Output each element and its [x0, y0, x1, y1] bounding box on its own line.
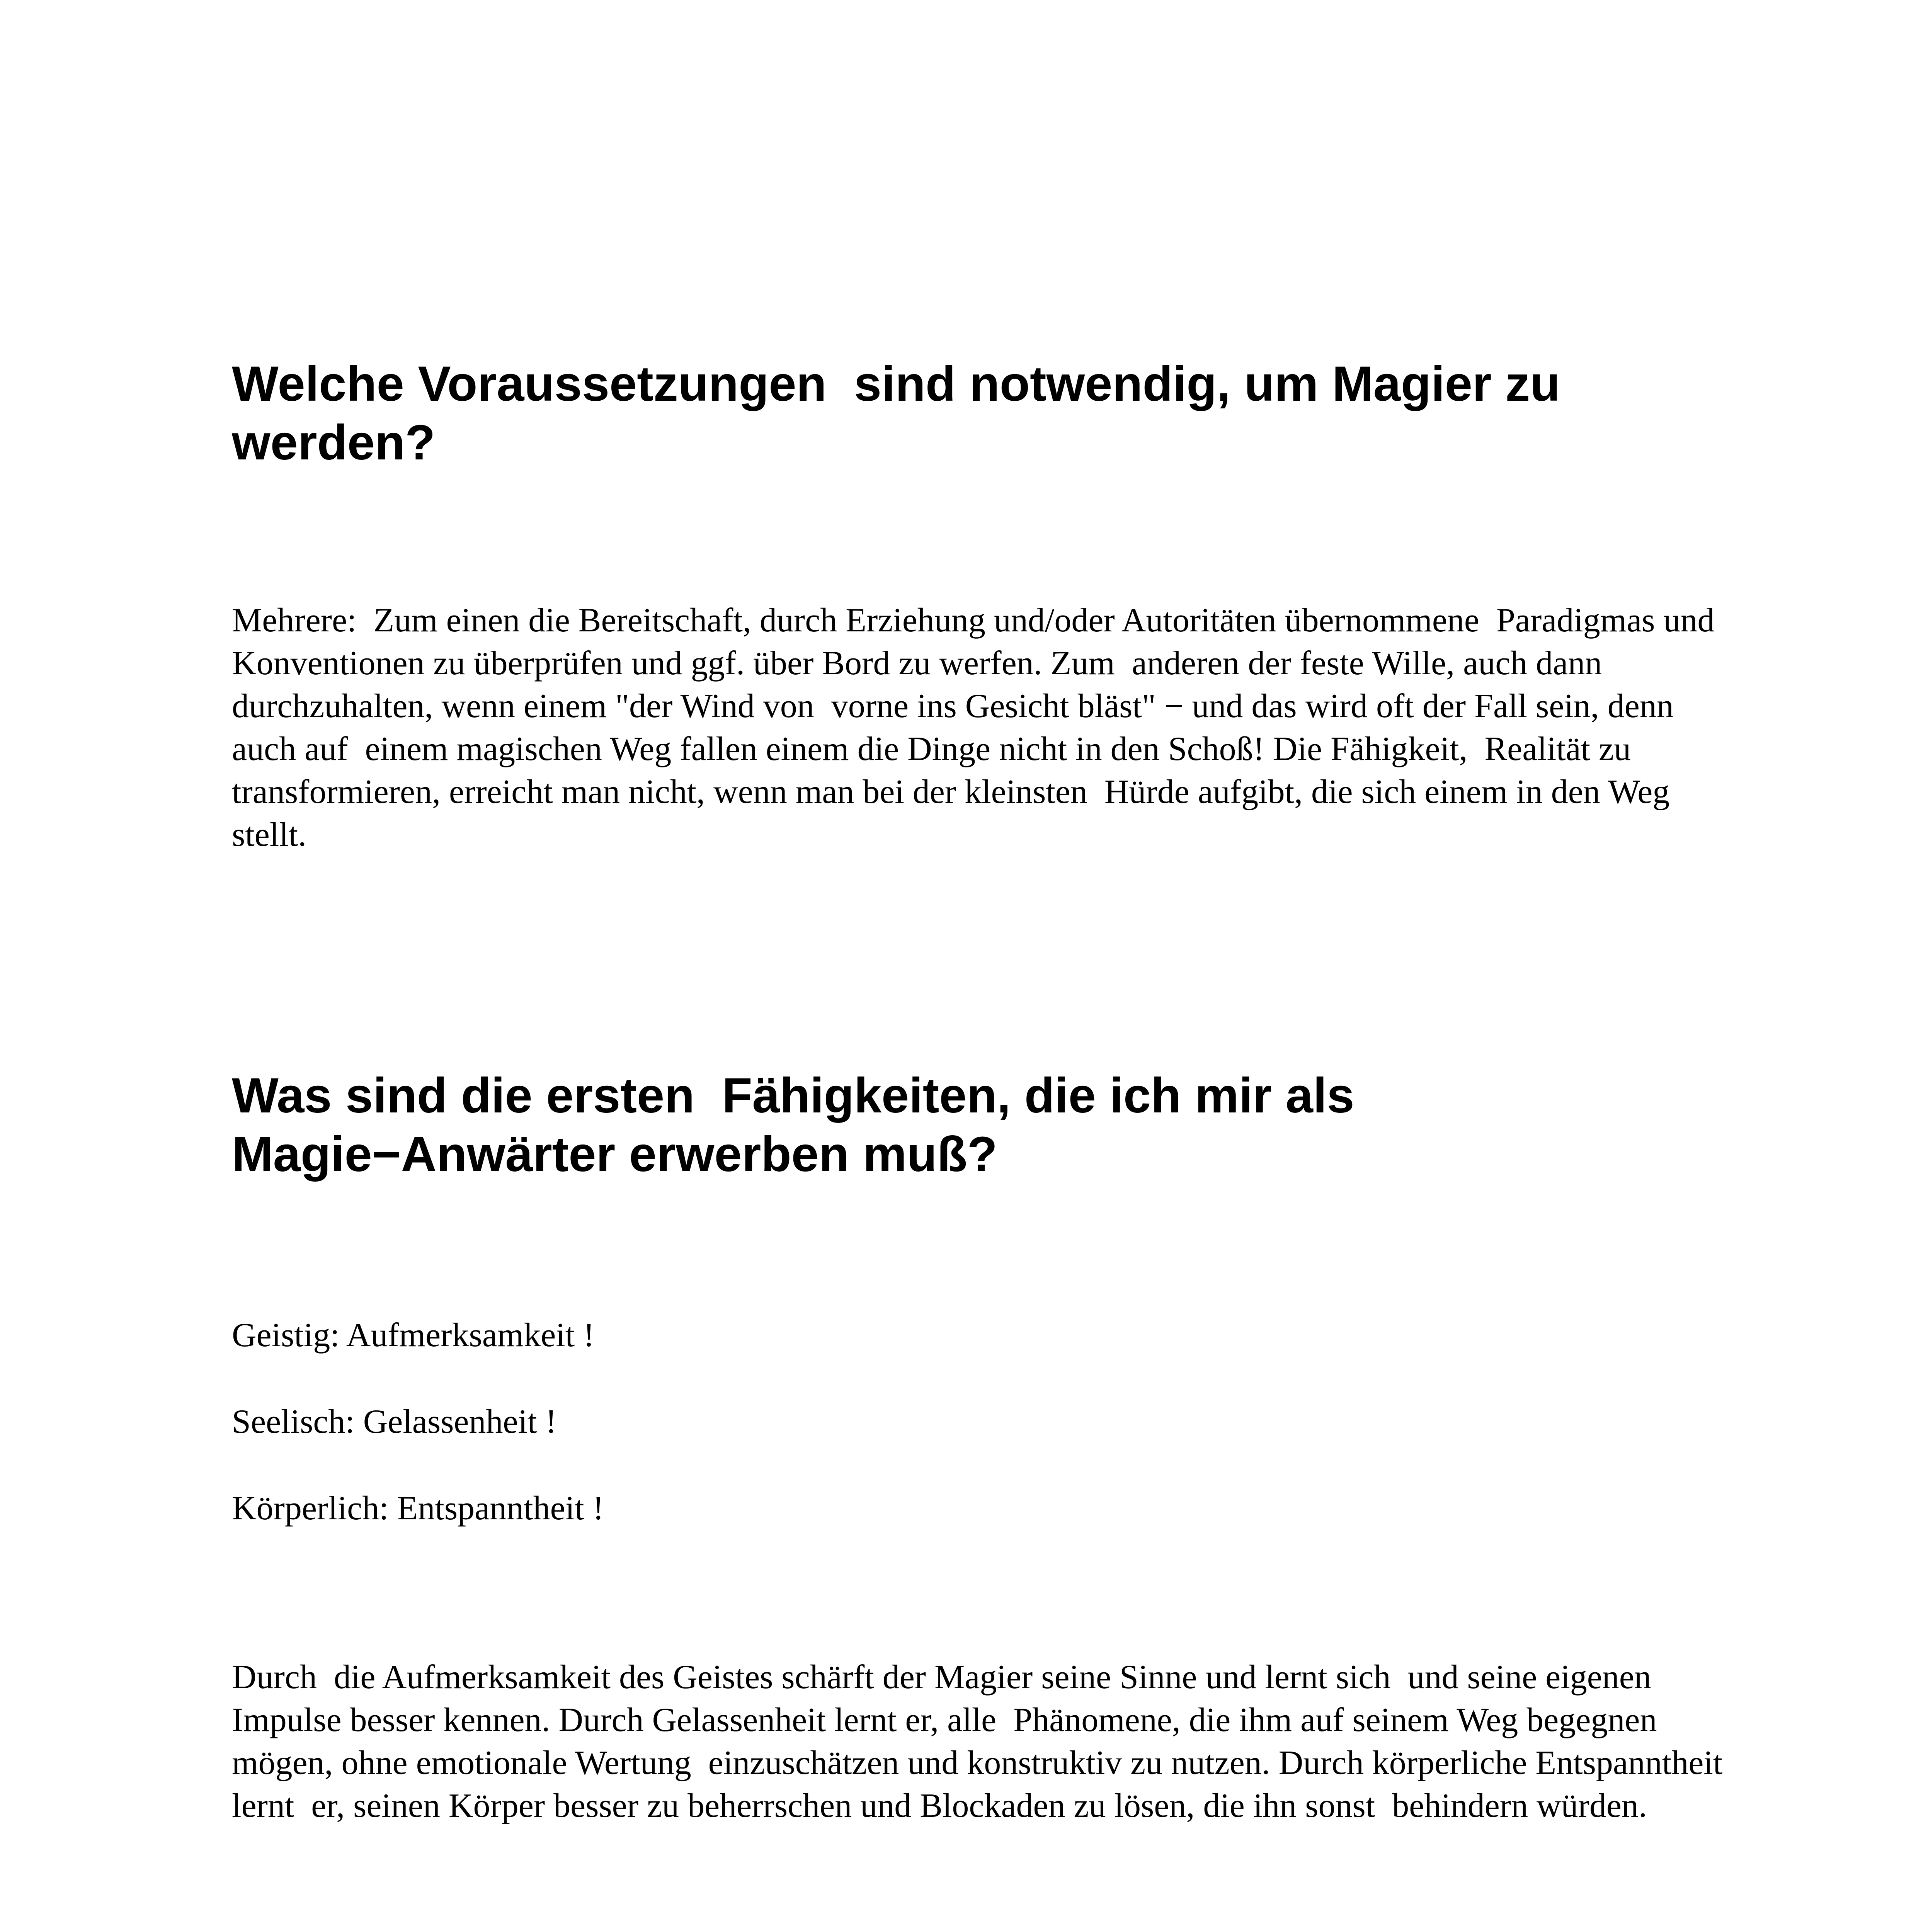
heading-line: Was sind die ersten Fähigkeiten, die ich mir als — [232, 1068, 1354, 1123]
heading-voraussetzungen — [232, 355, 1758, 472]
text-line: transformieren, erreicht man nicht, wenn man bei der kleinsten Hürde aufgibt, die sich einem in den Weg — [232, 773, 1670, 811]
list-item-geistig: Geistig: Aufmerksamkeit ! — [232, 1316, 595, 1354]
list-item-koerperlich: Körperlich: Entspanntheit ! — [232, 1490, 604, 1527]
heading-line: werden? — [232, 415, 436, 470]
heading-faehigkeiten — [232, 1066, 1758, 1184]
text-line: mögen, ohne emotionale Wertung einzuschätzen und konstruktiv zu nutzen. Durch körperliche Entspanntheit — [232, 1744, 1723, 1782]
heading-line: Magie−Anwärter erwerben muß? — [232, 1127, 997, 1182]
text-line: durchzuhalten, wenn einem "der Wind von vorne ins Gesicht bläst" − und das wird oft der Fall sein, denn — [232, 687, 1674, 725]
text-line: auch auf einem magischen Weg fallen einem die Dinge nicht in den Schoß! Die Fähigkeit, Realität zu — [232, 730, 1631, 768]
heading-line: Welche Voraussetzungen sind notwendig, um Magier zu — [232, 356, 1560, 412]
text-line: lernt er, seinen Körper besser zu beherrschen und Blockaden zu lösen, die ihn sonst behindern würden. — [232, 1787, 1647, 1825]
paragraph-aufmerksamkeit — [232, 1656, 1809, 1827]
paragraph-voraussetzungen — [232, 599, 1809, 856]
text-line: Impulse besser kennen. Durch Gelassenheit lernt er, alle Phänomene, die ihm auf seinem Weg begegnen — [232, 1701, 1657, 1739]
text-line: stellt. — [232, 816, 307, 854]
text-line: Mehrere: Zum einen die Bereitschaft, durch Erziehung und/oder Autoritäten übernommene Paradigmas und — [232, 602, 1715, 639]
list-item-seelisch: Seelisch: Gelassenheit ! — [232, 1403, 557, 1440]
text-line: Konventionen zu überprüfen und ggf. über Bord zu werfen. Zum anderen der feste Wille, auch dann — [232, 645, 1602, 682]
text-line: Durch die Aufmerksamkeit des Geistes schärft der Magier seine Sinne und lernt sich und seine eigenen — [232, 1658, 1651, 1696]
